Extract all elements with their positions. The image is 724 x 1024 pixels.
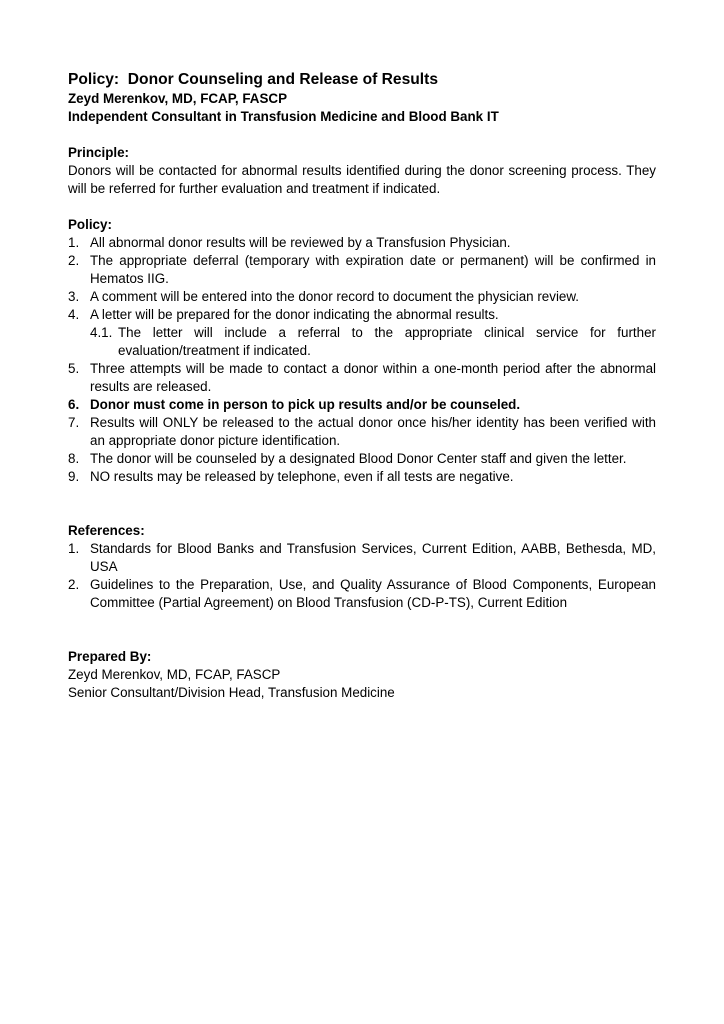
reference-item-1-text: Standards for Blood Banks and Transfusion Services, Current Edition, AABB, Bethesda, MD, USA (90, 541, 656, 574)
policy-item-7 (68, 414, 656, 450)
author-role: Independent Consultant in Transfusion Medicine and Blood Bank IT (68, 109, 499, 124)
principle-body: Donors will be contacted for abnormal results identified during the donor screening process. They will be referred for further evaluation and treatment if indicated. (68, 163, 656, 196)
policy-item-6-text: Donor must come in person to pick up results and/or be counseled. (90, 397, 521, 412)
policy-item-4-1-text: The letter will include a referral to the appropriate clinical service for further evaluation/treatment if indicated. (118, 325, 656, 358)
prepared-by-heading: Prepared By: (68, 649, 152, 664)
policy-item-3-text: A comment will be entered into the donor record to document the physician review. (90, 289, 580, 304)
principle-heading: Principle: (68, 145, 130, 160)
policy-item-7-number: 7. (68, 415, 80, 430)
policy-item-1-number: 1. (68, 235, 80, 250)
policy-item-4-number: 4. (68, 307, 80, 322)
policy-item-2-number: 2. (68, 253, 80, 268)
policy-item-7-text: Results will ONLY be released to the actual donor once his/her identity has been verified with an appropriate donor picture identification. (90, 415, 656, 448)
document-content (68, 70, 656, 702)
reference-item-2 (68, 576, 656, 612)
policy-item-2-text: The appropriate deferral (temporary with expiration date or permanent) will be confirmed in Hematos IIG. (90, 253, 656, 286)
policy-item-3-number: 3. (68, 289, 80, 304)
policy-item-8 (68, 450, 656, 468)
policy-item-3 (68, 288, 656, 306)
policy-item-8-text: The donor will be counseled by a designated Blood Donor Center staff and given the letter. (90, 451, 627, 466)
policy-item-4 (68, 306, 656, 324)
policy-item-5-number: 5. (68, 361, 80, 376)
author-name: Zeyd Merenkov, MD, FCAP, FASCP (68, 91, 288, 106)
policy-item-9-number: 9. (68, 469, 80, 484)
policy-item-6-number: 6. (68, 397, 80, 412)
reference-item-1-number: 1. (68, 541, 80, 556)
policy-item-4-text: A letter will be prepared for the donor indicating the abnormal results. (90, 307, 499, 322)
policy-item-5 (68, 360, 656, 396)
policy-item-6 (68, 396, 656, 414)
policy-item-9-text: NO results may be released by telephone, even if all tests are negative. (90, 469, 514, 484)
policy-item-4-1 (68, 324, 656, 360)
policy-item-4-1-number: 4.1. (90, 325, 113, 340)
policy-item-5-text: Three attempts will be made to contact a donor within a one-month period after the abnormal results are released. (90, 361, 656, 394)
reference-item-2-text: Guidelines to the Preparation, Use, and Quality Assurance of Blood Components, European Committee (Partial Agreement) on Blood Transfusion (CD-P-TS), Current Edition (90, 577, 656, 610)
policy-heading: Policy: (68, 217, 112, 232)
policy-item-8-number: 8. (68, 451, 80, 466)
policy-item-9 (68, 468, 656, 486)
reference-item-1 (68, 540, 656, 576)
policy-item-2 (68, 252, 656, 288)
document-title: Policy: Donor Counseling and Release of Results (68, 71, 438, 88)
prepared-by-role: Senior Consultant/Division Head, Transfusion Medicine (68, 685, 395, 700)
prepared-by-name: Zeyd Merenkov, MD, FCAP, FASCP (68, 667, 281, 682)
reference-item-2-number: 2. (68, 577, 80, 592)
policy-item-1-text: All abnormal donor results will be reviewed by a Transfusion Physician. (90, 235, 511, 250)
references-heading: References: (68, 523, 145, 538)
policy-item-1 (68, 234, 656, 252)
